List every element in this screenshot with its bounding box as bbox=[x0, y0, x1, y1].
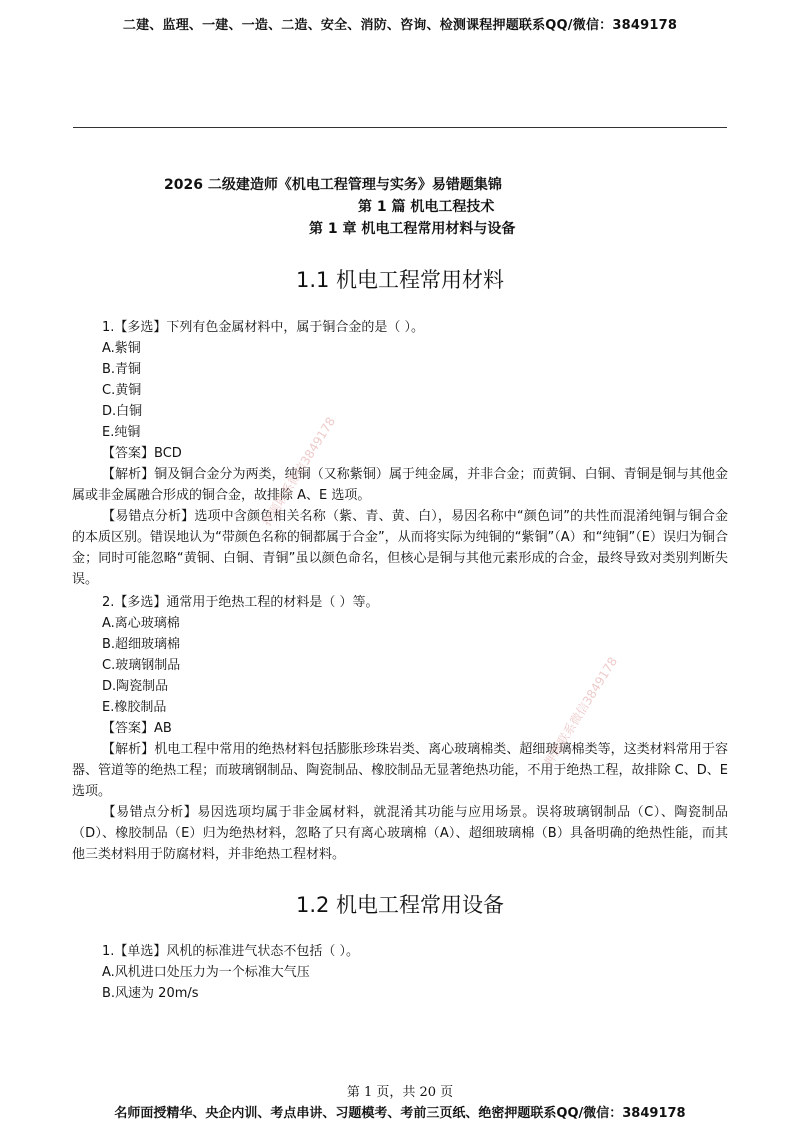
watermark: 押题联系微信3849178 bbox=[259, 414, 339, 529]
header-divider bbox=[73, 127, 727, 128]
option-b: B.青铜 bbox=[102, 362, 142, 377]
analysis-text: 机电工程中常用的绝热材料包括膨胀珍珠岩类、离心玻璃棉类、超细玻璃棉类等，这类材料常用于容器、管道等的绝热工程；而玻璃钢制品、陶瓷制品、橡胶制品无显著绝热功能，不用于绝热工程，故排除 C、D、E 选项。 bbox=[72, 742, 728, 799]
question-stem: 1.【单选】风机的标准进气状态不包括（ ）。 bbox=[102, 944, 360, 959]
option-a: A.紫铜 bbox=[102, 341, 141, 356]
question-1-1 bbox=[72, 317, 728, 590]
option-c: C.玻璃钢制品 bbox=[102, 658, 181, 673]
error-analysis-paragraph bbox=[72, 506, 728, 590]
question-stem: 1.【多选】下列有色金属材料中，属于铜合金的是（ ）。 bbox=[102, 320, 425, 335]
analysis-text: 铜及铜合金分为两类，纯铜（又称紫铜）属于纯金属，并非合金；而黄铜、白铜、青铜是铜与其他金属或非金属融合形成的铜合金，故排除 A、E 选项。 bbox=[72, 467, 728, 503]
option-e: E.纯铜 bbox=[102, 425, 141, 440]
option-d: D.白铜 bbox=[102, 404, 143, 419]
question-stem: 2.【多选】通常用于绝热工程的材料是（ ）等。 bbox=[102, 595, 379, 610]
part-title: 第 1 篇 机电工程技术 bbox=[358, 199, 495, 215]
analysis-label: 【解析】 bbox=[102, 467, 155, 482]
answer: 【答案】AB bbox=[102, 721, 172, 736]
question-2-1 bbox=[102, 941, 728, 1004]
option-a: A.风机进口处压力为一个标准大气压 bbox=[102, 965, 310, 980]
analysis-paragraph bbox=[72, 464, 728, 506]
option-b: B.超细玻璃棉 bbox=[102, 637, 181, 652]
page-number: 第 1 页，共 20 页 bbox=[346, 1085, 454, 1100]
option-d: D.陶瓷制品 bbox=[102, 679, 169, 694]
analysis-paragraph bbox=[72, 739, 728, 802]
analysis-label: 【解析】 bbox=[102, 742, 155, 757]
chapter-title: 第 1 章 机电工程常用材料与设备 bbox=[309, 221, 516, 237]
option-e: E.橡胶制品 bbox=[102, 700, 167, 715]
option-c: C.黄铜 bbox=[102, 383, 142, 398]
question-1-2 bbox=[72, 592, 728, 865]
answer: 【答案】BCD bbox=[102, 446, 182, 461]
error-analysis-label: 【易错点分析】 bbox=[102, 805, 198, 820]
watermark: 押题联系微信3849178 bbox=[541, 654, 621, 769]
error-analysis-text: 易因选项均属于非金属材料，就混淆其功能与应用场景。误将玻璃钢制品（C）、陶瓷制品（D）、橡胶制品（E）归为绝热材料，忽略了只有离心玻璃棉（A）、超细玻璃棉（B）具备明确的绝热性能，而其他三类材料用于防腐材料，并非绝热工程材料。 bbox=[72, 805, 728, 862]
page-footer-text: 名师面授精华、央企内训、考点串讲、习题模考、考前三页纸、绝密押题联系QQ/微信：3849178 bbox=[114, 1106, 686, 1121]
section-title-1-1: 1.1 机电工程常用材料 bbox=[295, 268, 505, 292]
page-header-text: 二建、监理、一建、一造、二造、安全、消防、咨询、检测课程押题联系QQ/微信：3849178 bbox=[122, 18, 678, 33]
error-analysis-text: 选项中含颜色相关名称（紫、青、黄、白），易因名称中“颜色词”的共性而混淆纯铜与铜合金的本质区别。错误地认为“带颜色名称的铜都属于合金”，从而将实际为纯铜的“紫铜”（A）和“纯铜”（E）误归为铜合金；同时可能忽略“黄铜、白铜、青铜”虽以颜色命名，但核心是铜与其他元素形成的合金，最终导致对类别判断失误。 bbox=[72, 509, 728, 587]
error-analysis-paragraph bbox=[72, 802, 728, 865]
error-analysis-label: 【易错点分析】 bbox=[102, 509, 195, 524]
section-title-1-2: 1.2 机电工程常用设备 bbox=[295, 893, 505, 917]
option-a: A.离心玻璃棉 bbox=[102, 616, 180, 631]
document-title: 2026 二级建造师《机电工程管理与实务》易错题集锦 bbox=[164, 177, 502, 193]
option-b: B.风速为 20m/s bbox=[102, 986, 199, 1001]
